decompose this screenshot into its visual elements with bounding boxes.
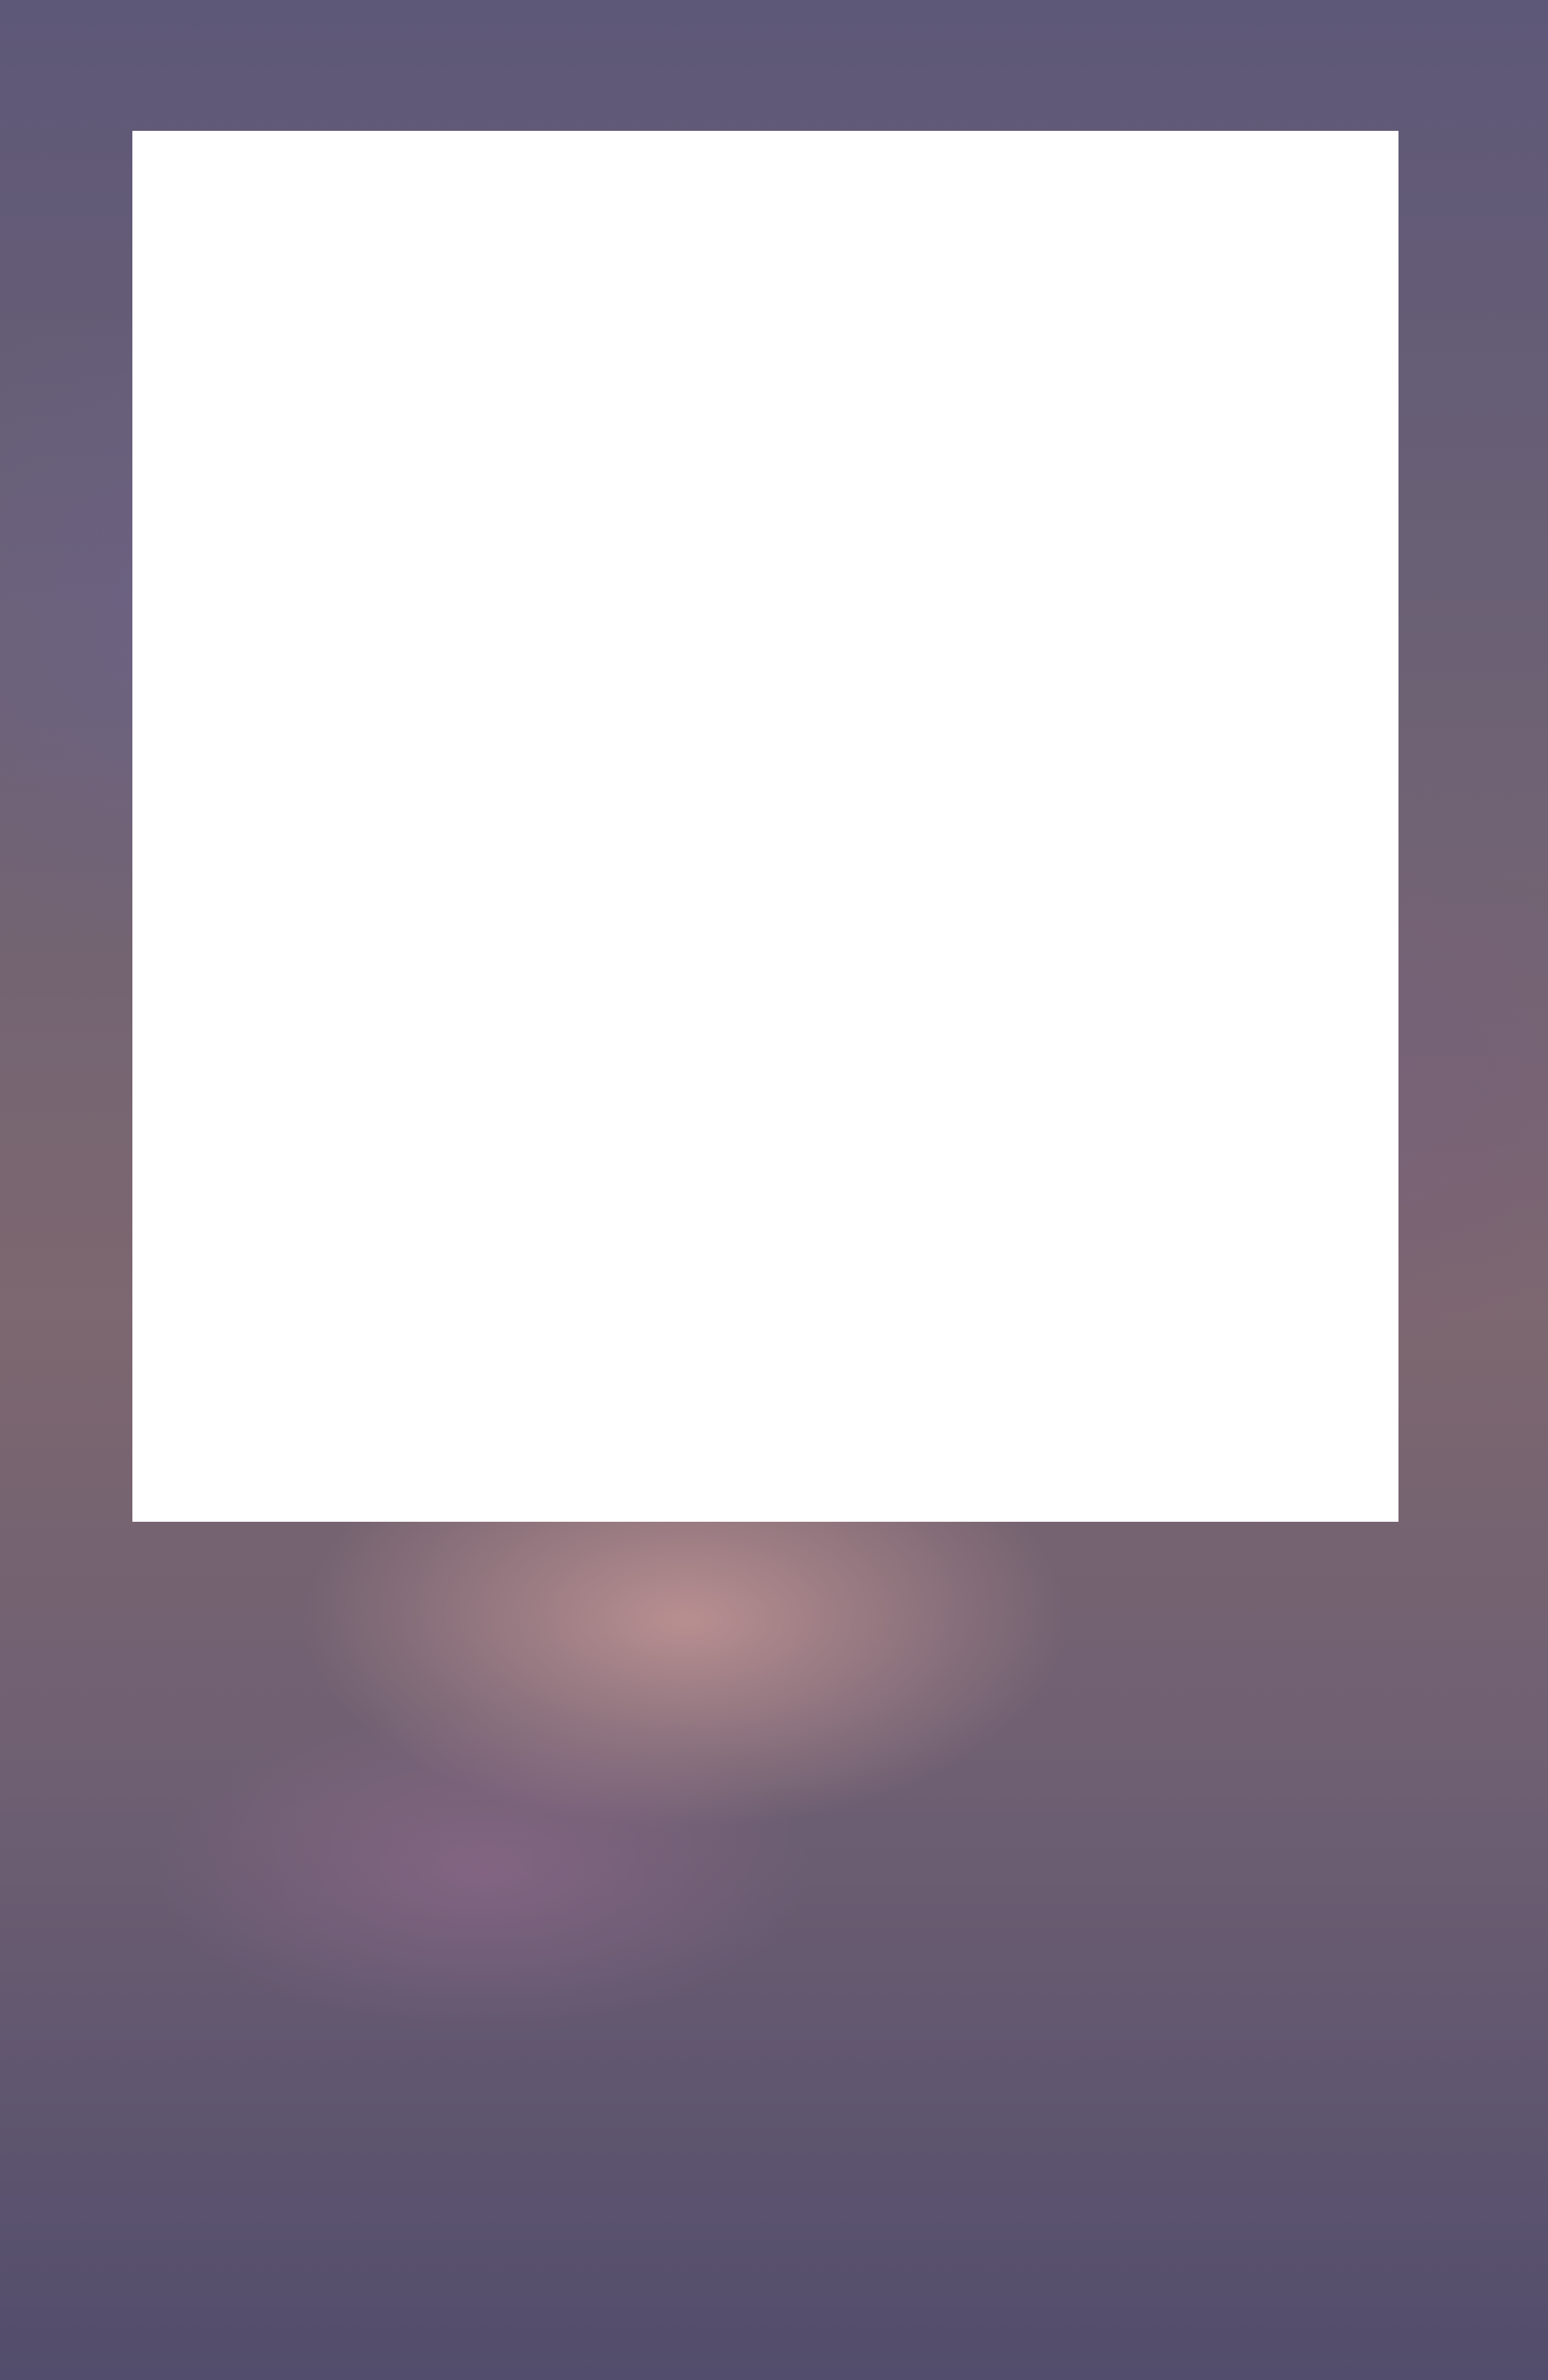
concept-art-panel xyxy=(132,131,1398,1522)
